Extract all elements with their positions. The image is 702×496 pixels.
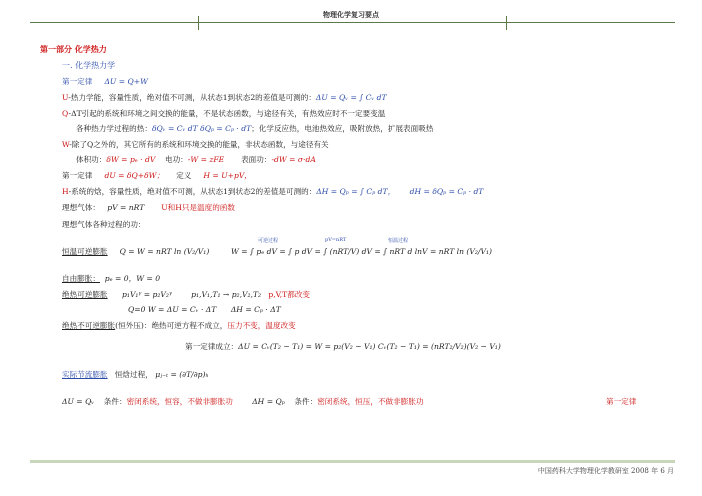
- page-footer: 中国药科大学物理化学教研室 2008 年 6 月: [537, 467, 674, 475]
- adiabatic-reversible: 绝热可逆膨胀 p₁V₁ᵞ = p₂V₂ᵞ p₁,V₁,T₁ → p₂,V₂,T₂ p,V,T都改变: [62, 290, 311, 299]
- irreversible-equation: 第一定律成立：ΔU = Cᵥ(T₂ − T₁) = W = p₂(V₂ − V₁) Cᵥ(T₂ − T₁) = (nRT₂/V₂)(V₂ − V₁): [185, 342, 501, 351]
- conditions-line: ΔU = Qᵥ 条件：密闭系统，恒容，不做非膨胀功 ΔH = Qₚ 条件：密闭系统，恒压，不做非膨胀功: [62, 397, 424, 406]
- q-definition: Q-ΔT引起的系统和环境之间交换的能量，不是状态函数，与途径有关，有热效应时不一定要变温: [62, 109, 386, 118]
- first-law-differential: 第一定律 dU = δQ+δW； 定义 H = U+pV，: [62, 171, 252, 180]
- adiabatic-results: Q=0 W = ΔU = Cᵥ · ΔT ΔH = Cₚ · ΔT: [128, 305, 281, 314]
- subsection-title: 一. 化学热力学: [62, 61, 116, 70]
- ideal-gas-line: 理想气体： pV = nRT U和H只是温度的函数: [62, 203, 235, 212]
- page-header: 物理化学复习要点: [323, 11, 379, 19]
- isothermal-reversible: 恒温可逆膨胀 Q = W = nRT ln (V₂/V₁) W = ∫ pₑ dV = ∫ p dV = ∫ (nRT/V) dV = ∫ nRT d lnV = nRT ln (V₂/V₁): [62, 247, 492, 256]
- header-rule: [30, 22, 675, 23]
- first-law-heading: 第一定律 ΔU = Q+W: [62, 77, 148, 86]
- free-expansion: 自由膨胀： pₑ = 0，W = 0: [62, 274, 161, 283]
- section-title: 第一部分 化学热力: [40, 45, 107, 54]
- h-definition: H-系统的焓，容量性质，绝对值不可测，从状态1到状态2的差值是可测的：ΔH = Qₚ = ∫ Cₚ dT， dH = δQₚ = Cₚ · dT: [62, 187, 484, 196]
- adiabatic-irreversible: 绝热不可逆膨胀(恒外压)：绝热可逆方程不成立，压力不变，温度改变: [62, 321, 296, 330]
- throttling: 实际节流膨胀 恒焓过程， μⱼ₋ₜ = (∂T/∂p)ₕ: [62, 370, 209, 379]
- footer-bar: [30, 460, 675, 463]
- label-pv-nrt: pV=nRT: [325, 237, 347, 243]
- heat-capacity-line: 各种热力学过程的热：δQᵥ = Cᵥ dT δQₚ = Cₚ · dT；化学反应热，电池热效应，吸附放热，扩展表面吸热: [76, 124, 434, 133]
- label-reversible: 可逆过程: [258, 238, 279, 244]
- work-types-line: 体积功：δW = pₑ · dV 电功：-W = zFE 表面功：-dW = σ·dA: [76, 155, 316, 164]
- label-isothermal: 恒温过程: [388, 238, 409, 244]
- w-definition: W-除了Q之外的，其它所有的系统和环境交换的能量，非状态函数，与途径有关: [62, 140, 329, 149]
- processes-heading: 理想气体各种过程的功：: [62, 220, 146, 229]
- first-law-link[interactable]: 第一定律: [606, 397, 637, 406]
- u-definition: U-热力学能，容量性质，绝对值不可测，从状态1到状态2的差值是可测的：ΔU = Qᵥ = ∫ Cᵥ dT: [62, 93, 387, 102]
